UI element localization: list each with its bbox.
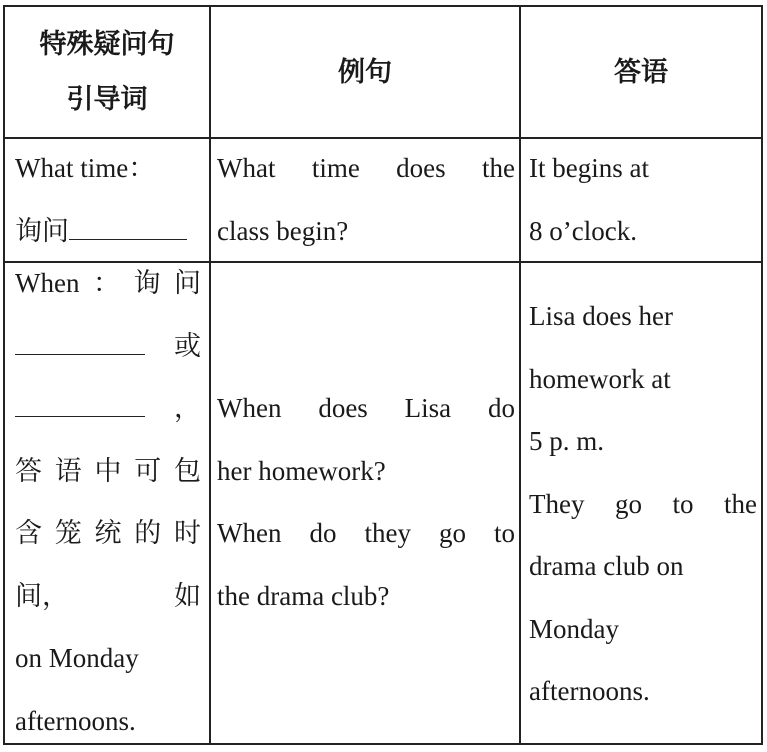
cell-text: afternoons. [15, 690, 201, 752]
cell-text: 8 o’clock. [529, 200, 757, 263]
cell-text: 含笼统的时 [15, 502, 201, 565]
header-cell-answer [521, 7, 761, 137]
cell-text: What time： [15, 137, 205, 200]
cell-text: drama club on [529, 535, 757, 598]
cell-text-fragment: 询问 [15, 216, 69, 246]
header-label: 例句 [338, 45, 392, 100]
cell-text: When do they go to [217, 502, 515, 565]
header-cell-interrogative [5, 7, 209, 137]
cell-text: her homework? [217, 440, 515, 503]
cell-text-fragment: ， [174, 377, 201, 440]
fill-in-blank [15, 394, 145, 417]
cell-text: on Monday [15, 627, 201, 690]
row2-example-cell [217, 377, 515, 627]
cell-text: They go to the [529, 473, 757, 536]
cell-text [15, 565, 201, 628]
fill-in-blank [15, 332, 145, 355]
header-label: 引导词 [67, 72, 148, 127]
row2-answer-cell [529, 285, 757, 723]
cell-text: 5 p. m. [529, 410, 757, 473]
row2-interrogative-cell [15, 252, 201, 752]
header-label: 答语 [614, 45, 668, 100]
cell-text: the drama club? [217, 565, 515, 628]
cell-text: afternoons. [529, 660, 757, 723]
cell-text: homework at [529, 348, 757, 411]
row1-answer-cell [529, 137, 757, 262]
cell-text-fragment: 间， [15, 565, 69, 628]
row1-interrogative-cell [15, 137, 205, 262]
row1-example-cell [217, 137, 515, 262]
cell-text: What time does the [217, 137, 515, 200]
cell-text: 答语中可包 [15, 440, 201, 503]
cell-text: class begin? [217, 200, 515, 263]
cell-text [15, 377, 201, 440]
cell-text [15, 315, 201, 378]
header-cell-example [211, 7, 519, 137]
cell-text-fragment: 如 [174, 565, 201, 628]
cell-text: It begins at [529, 137, 757, 200]
header-label: 特殊疑问句 [40, 17, 175, 72]
cell-text: When does Lisa do [217, 377, 515, 440]
cell-text: Lisa does her [529, 285, 757, 348]
cell-text: Monday [529, 598, 757, 661]
grammar-table [3, 5, 763, 745]
cell-text: When：询问 [15, 252, 201, 315]
cell-text-fragment: 或 [174, 315, 201, 378]
fill-in-blank [69, 217, 187, 240]
